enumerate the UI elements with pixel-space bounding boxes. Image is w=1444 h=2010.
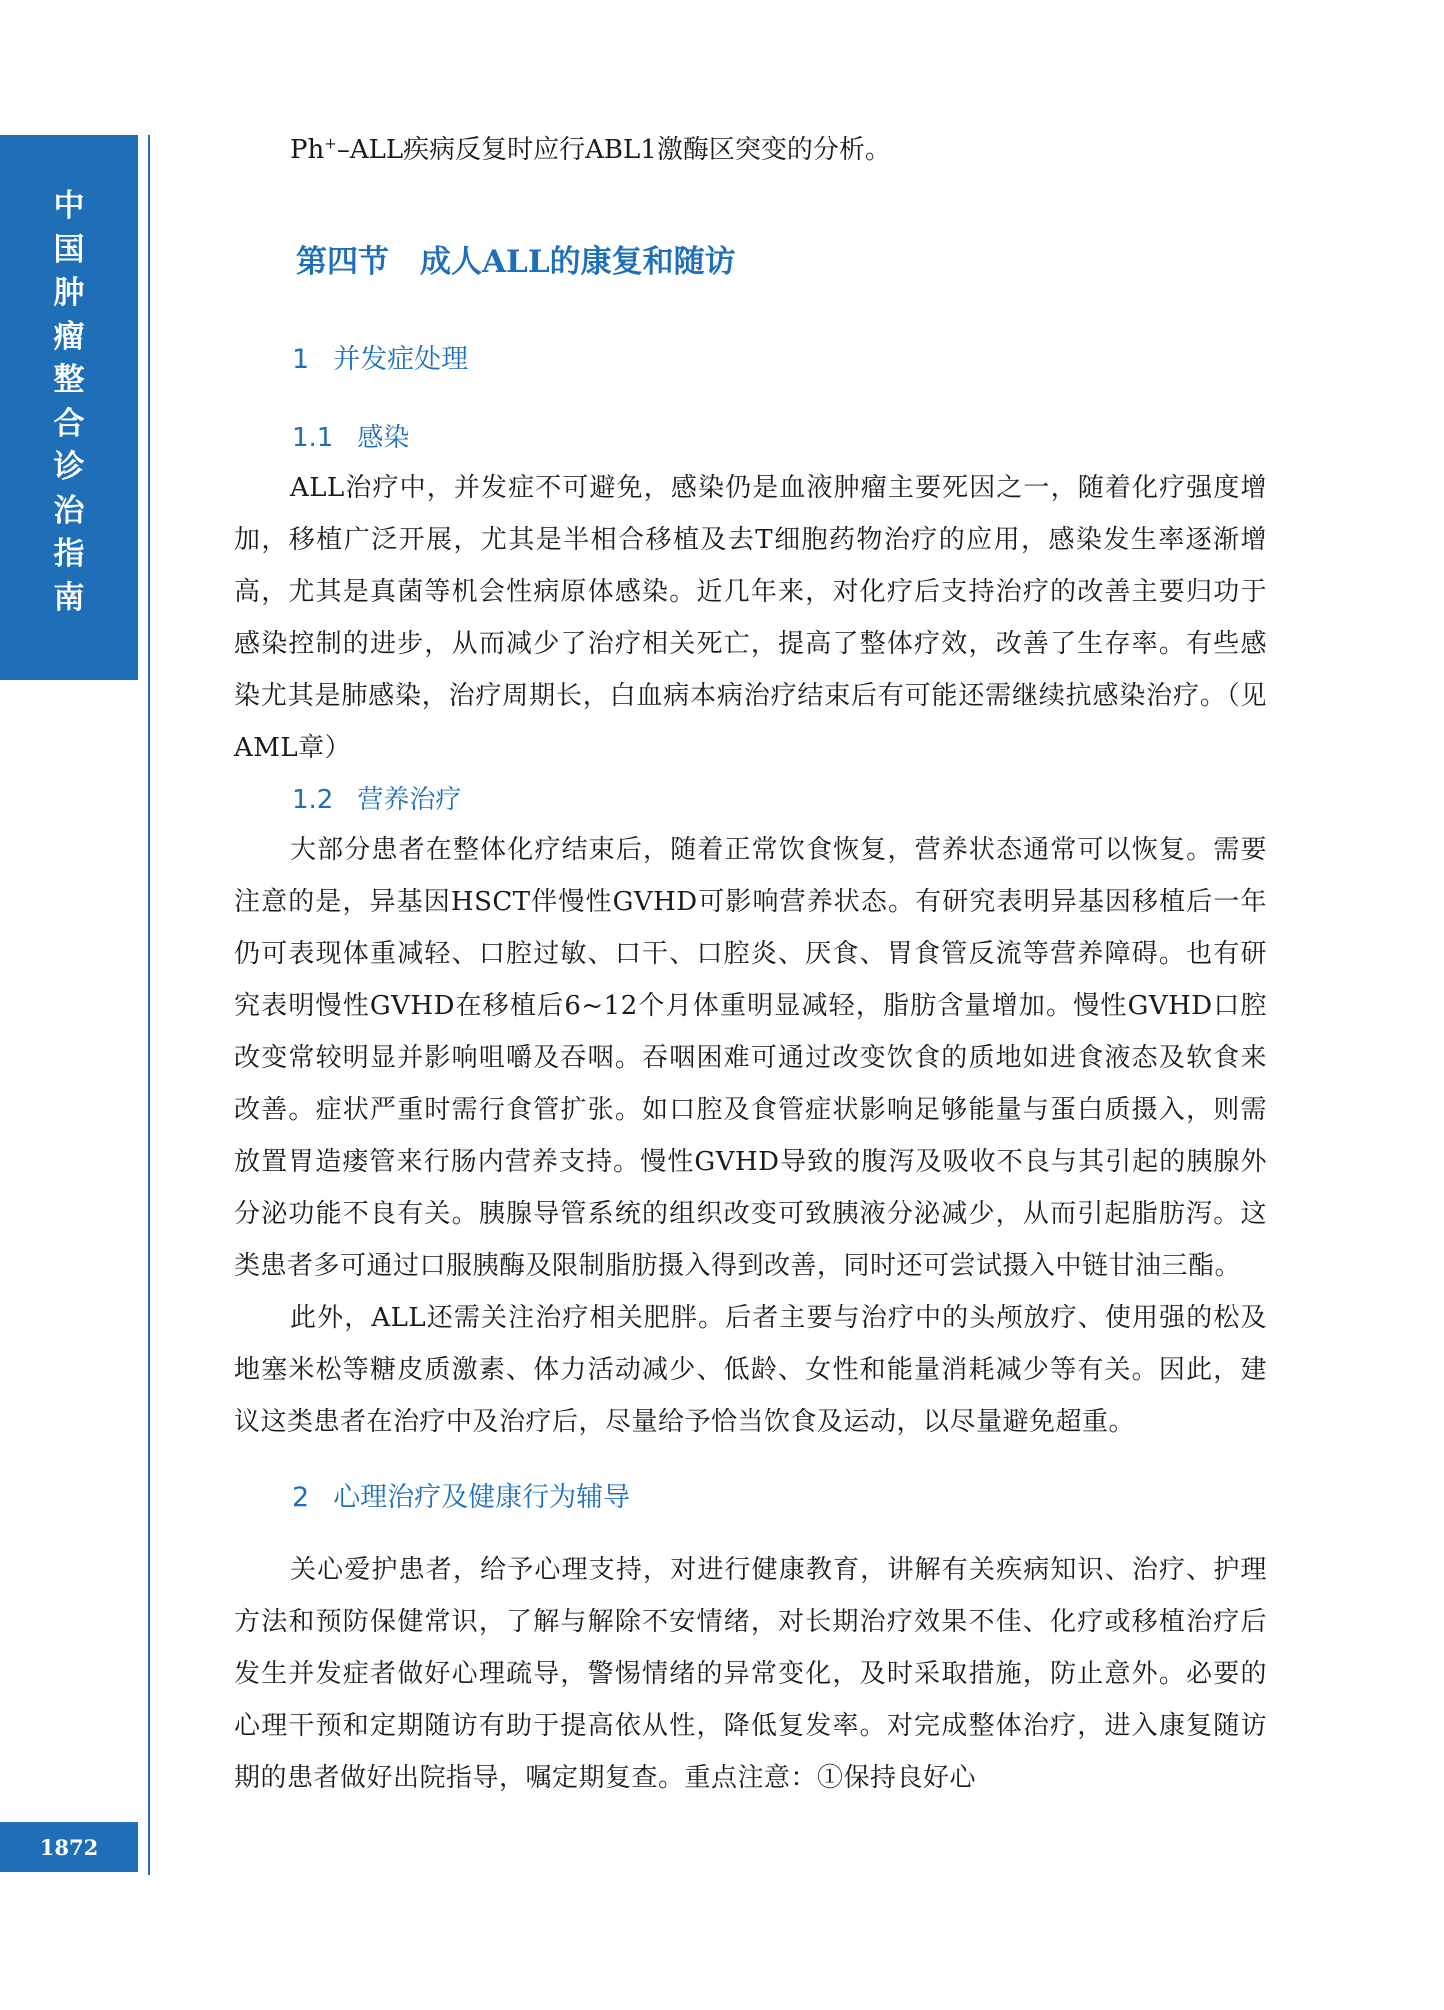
side-tab-char: 肿 (53, 275, 85, 311)
top-line-prefix: Ph (290, 135, 325, 165)
top-line-text: –ALL疾病反复时应行ABL1激酶区突变的分析。 (336, 135, 891, 165)
heading-text: 心理治疗及健康行为辅导 (333, 1482, 631, 1513)
side-tab-book-title (0, 135, 138, 680)
heading-text: 感染 (357, 423, 410, 453)
paragraph-psychology: 关心爱护患者，给予心理支持，对进行健康教育，讲解有关疾病知识、治疗、护理方法和预防保健常识，了解与解除不安情绪，对长期治疗效果不佳、化疗或移植治疗后发生并发症者做好心理疏导，警惕情绪的异常变化，及时采取措施，防止意外。必要的心理干预和定期随访有助于提高依从性，降低复发率。对完成整体治疗，进入康复随访期的患者做好出院指导，嘱定期复查。重点注意：①保持良好心 (234, 1555, 1267, 1793)
heading-number: 1.1 (292, 423, 334, 453)
page-content (234, 130, 1267, 1804)
superscript: + (324, 134, 337, 153)
heading-number: 2 (292, 1482, 310, 1513)
margin-rule (148, 135, 150, 1875)
side-tab-char: 瘤 (53, 318, 85, 355)
heading-number: 1 (292, 344, 310, 375)
paragraph-infection: ALL治疗中，并发症不可避免，感染仍是血液肿瘤主要死因之一，随着化疗强度增加，移植广泛开展，尤其是半相合移植及去T细胞药物治疗的应用，感染发生率逐渐增高，尤其是真菌等机会性病原体感染。近几年来，对化疗后支持治疗的改善主要归功于感染控制的进步，从而减少了治疗相关死亡，提高了整体疗效，改善了生存率。有些感染尤其是肺感染，治疗周期长，白血病本病治疗结束后有可能还需继续抗感染治疗。（见AML章） (234, 473, 1267, 763)
side-tab-char: 治 (53, 492, 85, 529)
page-number: 1872 (0, 1822, 138, 1872)
side-tab-char: 指 (53, 536, 85, 572)
heading-nutrition (292, 780, 1267, 820)
side-tab-char: 合 (53, 405, 85, 442)
side-tab-char: 整 (53, 362, 85, 398)
heading-psychology (292, 1478, 1267, 1518)
section-title: 第四节 成人ALL的康复和随访 (296, 244, 736, 280)
side-tab-char: 中 (53, 188, 85, 224)
continued-paragraph (234, 130, 1267, 170)
paragraph-nutrition-2: 此外，ALL还需关注治疗相关肥胖。后者主要与治疗中的头颅放疗、使用强的松及地塞米松等糖皮质激素、体力活动减少、低龄、女性和能量消耗减少等有关。因此，建议这类患者在治疗中及治疗后，尽量给予恰当饮食及运动，以尽量避免超重。 (234, 1303, 1267, 1437)
heading-complications (292, 340, 1267, 380)
heading-infection (292, 418, 1267, 458)
paragraph-nutrition-1: 大部分患者在整体化疗结束后，随着正常饮食恢复，营养状态通常可以恢复。需要注意的是，异基因HSCT伴慢性GVHD可影响营养状态。有研究表明异基因移植后一年仍可表现体重减轻、口腔过敏、口干、口腔炎、厌食、胃食管反流等营养障碍。也有研究表明慢性GVHD在移植后6~12个月体重明显减轻，脂肪含量增加。慢性GVHD口腔改变常较明显并影响咀嚼及吞咽。吞咽困难可通过改变饮食的质地如进食液态及软食来改善。症状严重时需行食管扩张。如口腔及食管症状影响足够能量与蛋白质摄入，则需放置胃造瘘管来行肠内营养支持。慢性GVHD导致的腹泻及吸收不良与其引起的胰腺外分泌功能不良有关。胰腺导管系统的组织改变可致胰液分泌减少，从而引起脂肪泻。这类患者多可通过口服胰酶及限制脂肪摄入得到改善，同时还可尝试摄入中链甘油三酯。 (234, 835, 1267, 1281)
side-tab-char: 诊 (53, 449, 85, 485)
heading-number: 1.2 (292, 785, 334, 815)
heading-text: 营养治疗 (357, 785, 462, 815)
side-tab-char: 南 (53, 579, 85, 616)
heading-text: 并发症处理 (333, 344, 469, 375)
side-tab-char: 国 (53, 231, 85, 268)
